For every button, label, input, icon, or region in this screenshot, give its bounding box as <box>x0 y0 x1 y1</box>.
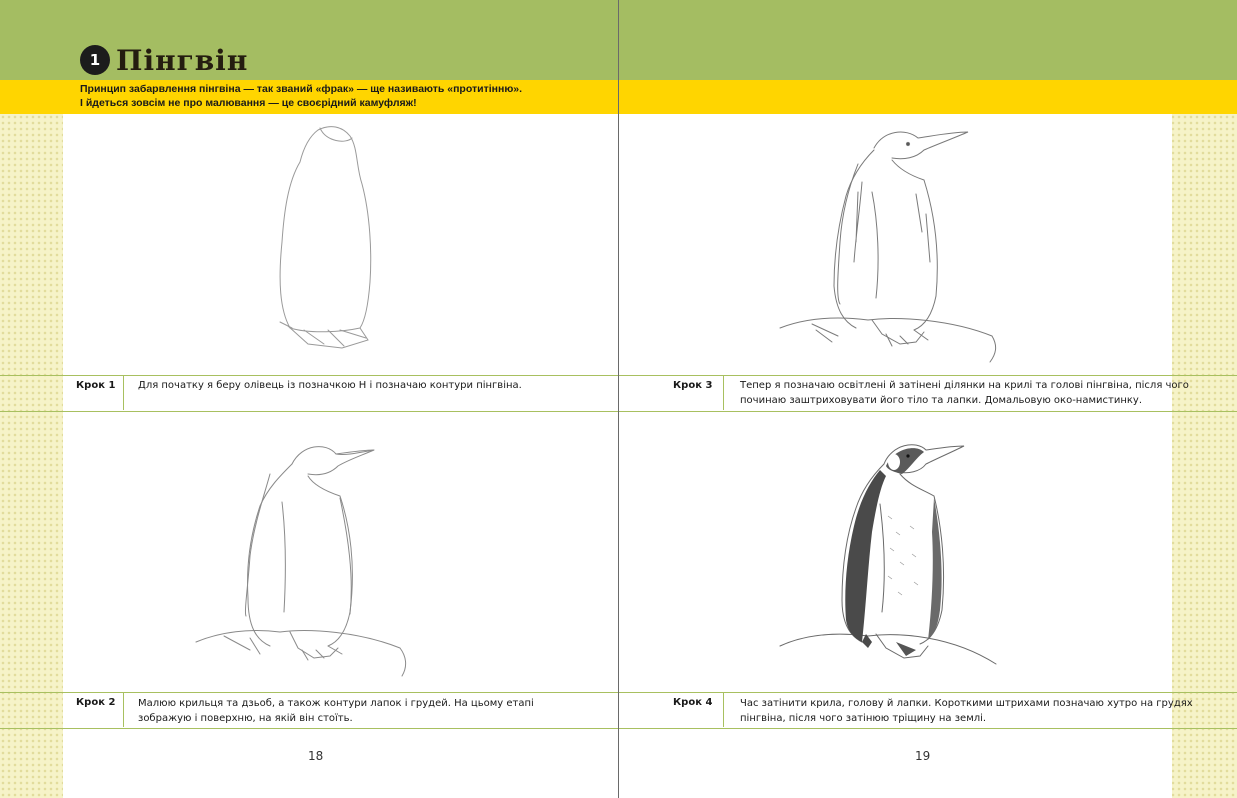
step-4-top-rule <box>619 692 1237 693</box>
step-2-top-rule <box>0 692 618 693</box>
step-3-bottom-rule <box>619 411 1237 412</box>
step-4-label: Крок 4 <box>673 697 713 708</box>
step-1-bottom-rule <box>0 411 618 412</box>
step-2-bottom-rule <box>0 728 618 729</box>
chapter-number-badge: 1 <box>80 45 110 75</box>
step-3-label: Крок 3 <box>673 380 713 391</box>
step-4-text: Час затінити крила, голову й лапки. Короткими штрихами позначаю хутро на грудях пінгвіна, після чого затінюю тріщину на землі. <box>740 698 1193 724</box>
penguin-sketch-step-2 <box>190 436 420 686</box>
step-4-separator <box>723 693 724 727</box>
intro-text <box>80 83 522 110</box>
step-3-separator <box>723 376 724 410</box>
page-number-right: 19 <box>915 749 931 763</box>
step-1-separator <box>123 376 124 410</box>
step-4-bottom-rule <box>619 728 1237 729</box>
page-spine <box>618 0 619 798</box>
intro-line-2: І йдеться зовсім не про малювання — це своєрідний камуфляж! <box>80 96 417 109</box>
step-2-text: Малюю крильця та дзьоб, а також контури лапок і грудей. На цьому етапі зображую і поверхню, на якій він стоїть. <box>138 698 534 724</box>
step-3-text: Тепер я позначаю освітлені й затінені ділянки на крилі та голові пінгвіна, після чого починаю заштриховувати його тіло та лапки. Домальовую око-намистинку. <box>740 380 1189 406</box>
step-2-label: Крок 2 <box>76 697 116 708</box>
penguin-sketch-step-4 <box>776 436 1006 686</box>
penguin-sketch-step-1 <box>270 122 390 352</box>
step-1-label: Крок 1 <box>76 380 116 391</box>
step-2-separator <box>123 693 124 727</box>
chapter-title-block <box>80 42 248 78</box>
page-title: Пінгвін <box>116 43 249 77</box>
step-1-top-rule <box>0 375 618 376</box>
page-number-left: 18 <box>308 749 324 763</box>
penguin-sketch-step-3 <box>776 122 1006 367</box>
intro-line-1: Принцип забарвлення пінгвіна — так званий «фрак» — ще називають «протитінню». <box>80 83 523 95</box>
step-3-top-rule <box>619 375 1237 376</box>
step-1-text: Для початку я беру олівець із позначкою H і позначаю контури пінгвіна. <box>138 380 522 391</box>
